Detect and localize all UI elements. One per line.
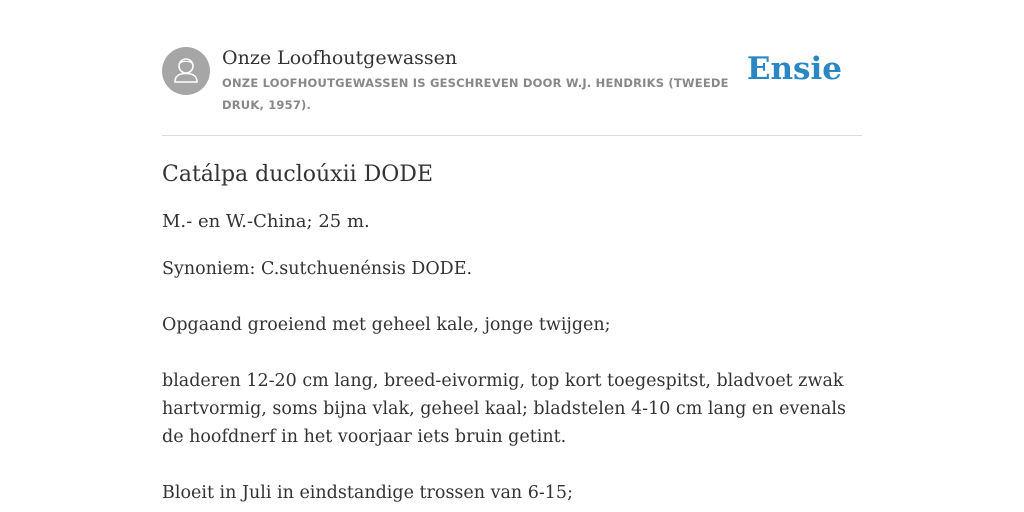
entry-content — [162, 158, 862, 507]
entry-paragraph: Opgaand groeiend met geheel kale, jonge twijgen; — [162, 315, 611, 335]
entry-range: M.- en W.-China; 25 m. — [162, 211, 370, 232]
entry-paragraph: Synoniem: C.sutchuenénsis DODE. — [162, 259, 473, 279]
entry-paragraph: Bloeit in Juli in eindstandige trossen van 6-15; — [162, 483, 573, 503]
user-avatar-icon[interactable] — [162, 47, 210, 95]
author-description: ONZE LOOFHOUTGEWASSEN IS GESCHREVEN DOOR W.J. HENDRIKS (TWEEDE DRUK, 1957). — [222, 76, 729, 112]
entry-paragraph: bladeren 12-20 cm lang, breed-eivormig, top kort toegespitst, bladvoet zwak hartvormig, soms bijna vlak, geheel kaal; bladstelen 4-10 cm lang en evenals de hoofdnerf in het voorjaar iets bruin getint. — [162, 371, 846, 447]
author-header — [162, 47, 862, 136]
author-name[interactable]: Onze Loofhoutgewassen — [222, 47, 458, 69]
avatar-silhouette-icon — [162, 47, 210, 95]
ensie-logo[interactable]: Ensie — [746, 51, 842, 87]
entry-title: Catálpa ducloúxii DODE — [162, 162, 434, 187]
